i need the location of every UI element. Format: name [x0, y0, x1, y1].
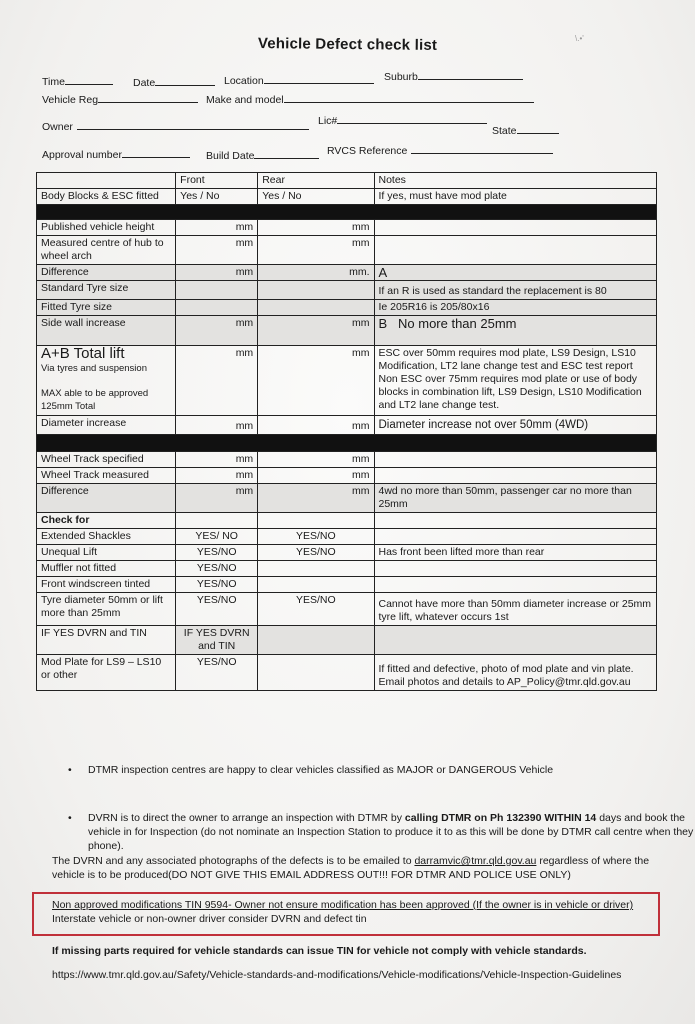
email-para-text: The DVRN and any associated photographs of the defects is to be emailed to — [52, 855, 415, 867]
row-notes: If yes, must have mod plate — [374, 189, 657, 205]
table-row — [37, 265, 657, 281]
table-row-dvrn — [37, 626, 657, 655]
front-yes-no[interactable]: YES/NO — [176, 577, 258, 593]
row-label: IF YES DVRN and TIN — [37, 626, 176, 655]
smudge-mark: \.•' — [575, 34, 584, 43]
row-label: Difference — [37, 265, 176, 281]
row-notes: If fitted and defective, photo of mod plate and vin plate. Email photos and details to AP_Policy@tmr.qld.gov.au — [374, 655, 657, 691]
total-lift-subtext: Via tyres and suspension — [41, 363, 147, 374]
bullet-text: days and book the vehicle in for Inspection (do not nominate an Inspection Station to produce it to as this will be done by DTMR call centre when they phone). — [88, 812, 694, 852]
table-row — [37, 220, 657, 236]
front-mm-input[interactable]: mm — [176, 468, 258, 484]
esc-note: ESC over 50mm requires mod plate, LS9 Design, LS10 Modification, LT2 lane change test and ESC test report — [378, 347, 636, 372]
label-vehicle-reg: Vehicle Reg — [42, 94, 99, 106]
check-for-heading: Check for — [37, 513, 176, 529]
page-title: Vehicle Defect check list — [257, 35, 438, 54]
front-mm-input[interactable]: mm — [176, 452, 258, 468]
rear-input[interactable] — [258, 281, 374, 300]
rear-mm-input[interactable]: mm — [258, 316, 374, 346]
rear-mm-input[interactable]: mm — [258, 484, 374, 513]
label-rvcs-reference: RVCS Reference — [327, 145, 408, 157]
label-lic: Lic# — [318, 115, 338, 127]
row-label: Standard Tyre size — [37, 281, 176, 300]
label-make-model: Make and model — [206, 94, 284, 106]
table-row — [37, 468, 657, 484]
rear-mm-input[interactable]: mm — [258, 452, 374, 468]
table-row — [37, 577, 657, 593]
header-front: Front — [176, 173, 258, 189]
row-label: Diameter increase — [37, 416, 176, 435]
total-lift-heading: A+B Total lift — [41, 345, 125, 362]
row-label: Mod Plate for LS9 – LS10 or other — [37, 655, 176, 691]
header-blank — [37, 173, 176, 189]
non-esc-note: Non ESC over 75mm requires mod plate or use of body blocks in combination lift, LS9 Design, LS10 Modification and LT2 lane change test. — [378, 373, 642, 411]
rear-yes-no[interactable]: YES/NO — [258, 593, 374, 626]
section-divider — [37, 435, 657, 452]
front-mm-input[interactable]: mm — [176, 220, 258, 236]
table-row — [37, 236, 657, 265]
section-divider — [37, 205, 657, 220]
row-notes: Diameter increase not over 50mm (4WD) — [374, 416, 657, 435]
front-mm-input[interactable]: mm — [176, 236, 258, 265]
rear-mm-input[interactable]: mm — [258, 416, 374, 435]
row-notes: 4wd no more than 50mm, passenger car no more than 25mm — [374, 484, 657, 513]
front-yes-no[interactable]: YES/NO — [176, 593, 258, 626]
front-yes-no[interactable]: Yes / No — [176, 189, 258, 205]
rear-mm-input[interactable]: mm. — [258, 265, 374, 281]
row-notes — [374, 561, 657, 577]
table-row — [37, 416, 657, 435]
rear-input[interactable] — [258, 655, 374, 691]
table-row — [37, 300, 657, 316]
row-label: Published vehicle height — [37, 220, 176, 236]
rear-yes-no[interactable]: YES/NO — [258, 545, 374, 561]
row-label: Wheel Track specified — [37, 452, 176, 468]
defect-checklist-table — [36, 172, 657, 691]
front-mm-input[interactable]: mm — [176, 346, 258, 416]
missing-parts-note: If missing parts required for vehicle standards can issue TIN for vehicle not comply with vehicle standards. — [52, 945, 587, 957]
row-notes: Has front been lifted more than rear — [374, 545, 657, 561]
row-label: Side wall increase — [37, 316, 176, 346]
table-row — [37, 452, 657, 468]
email-para-text: regardless of where the vehicle is to be produced(DO NOT GIVE THIS EMAIL ADDRESS OUT!!! FOR DTMR AND POLICE USE ONLY) — [52, 855, 650, 881]
row-label: Measured centre of hub to wheel arch — [37, 236, 176, 265]
row-label: Tyre diameter 50mm or lift more than 25mm — [37, 593, 176, 626]
rear-input[interactable] — [258, 577, 374, 593]
field-state[interactable] — [492, 123, 559, 137]
table-row — [37, 484, 657, 513]
email-link[interactable]: darramvic@tmr.qld.gov.au — [414, 855, 537, 867]
row-notes: Ie 205R16 is 205/80x16 — [374, 300, 657, 316]
row-label: Extended Shackles — [37, 529, 176, 545]
bullet-text: DTMR inspection centres are happy to clear vehicles classified as MAJOR or DANGEROUS Vehicle — [88, 764, 554, 776]
rear-yes-no[interactable]: YES/NO — [258, 529, 374, 545]
rear-mm-input[interactable]: mm — [258, 346, 374, 416]
rear-input[interactable] — [258, 300, 374, 316]
row-label: Difference — [37, 484, 176, 513]
field-vehicle-reg[interactable] — [42, 92, 198, 106]
row-notes — [374, 529, 657, 545]
row-notes — [374, 346, 657, 416]
field-approval-number[interactable] — [42, 147, 190, 161]
field-time[interactable] — [42, 74, 113, 88]
rear-input[interactable] — [258, 626, 374, 655]
bullet-icon: • — [68, 812, 72, 824]
label-owner: Owner — [42, 121, 73, 133]
header-rear: Rear — [258, 173, 374, 189]
row-notes — [374, 452, 657, 468]
row-label: Unequal Lift — [37, 545, 176, 561]
field-suburb[interactable] — [384, 69, 523, 83]
email-paragraph — [52, 854, 662, 882]
row-label: Wheel Track measured — [37, 468, 176, 484]
rear-yes-no[interactable]: Yes / No — [258, 189, 374, 205]
field-lic[interactable] — [318, 113, 487, 127]
front-mm-input[interactable]: mm — [176, 265, 258, 281]
label-date: Date — [133, 77, 156, 89]
label-time: Time — [42, 76, 65, 88]
header-notes: Notes — [374, 173, 657, 189]
table-row — [37, 529, 657, 545]
label-build-date: Build Date — [206, 150, 255, 162]
table-row — [37, 189, 657, 205]
row-notes — [374, 220, 657, 236]
row-notes: A — [374, 265, 657, 281]
field-location[interactable] — [224, 73, 374, 87]
label-approval-number: Approval number — [42, 149, 122, 161]
label-state: State — [492, 125, 517, 137]
front-mm-input[interactable]: mm — [176, 416, 258, 435]
row-label: Front windscreen tinted — [37, 577, 176, 593]
boxed-tin-note — [52, 898, 652, 926]
boxed-underlined-text: Non approved modifications TIN 9594- Owner not ensure modification has been approved (If the owner is in vehicle or driver) — [52, 899, 634, 911]
rear-mm-input[interactable]: mm — [258, 468, 374, 484]
row-notes — [374, 236, 657, 265]
front-input[interactable] — [176, 281, 258, 300]
bullet-inspection-centres — [36, 763, 695, 777]
guidelines-url[interactable]: https://www.tmr.qld.gov.au/Safety/Vehicle-standards-and-modifications/Vehicle-modifications/Vehicle-Inspection-Guidelines — [52, 969, 622, 981]
table-row-check-for — [37, 513, 657, 529]
label-suburb: Suburb — [384, 71, 418, 83]
row-notes: Cannot have more than 50mm diameter increase or 25mm tyre lift, whatever occurs 1st — [374, 593, 657, 626]
table-header-row — [37, 173, 657, 189]
field-rvcs-reference[interactable] — [327, 143, 553, 157]
row-notes: If an R is used as standard the replacement is 80 — [374, 281, 657, 300]
row-notes — [374, 468, 657, 484]
row-label: Muffler not fitted — [37, 561, 176, 577]
rear-mm-input[interactable]: mm — [258, 236, 374, 265]
front-mm-input[interactable]: mm — [176, 484, 258, 513]
label-location: Location — [224, 75, 264, 87]
front-yes-no[interactable]: YES/ NO — [176, 529, 258, 545]
bullet-icon: • — [68, 764, 72, 776]
row-label: Body Blocks & ESC fitted — [37, 189, 176, 205]
field-build-date[interactable] — [206, 148, 319, 162]
table-row-total-lift — [37, 346, 657, 416]
rear-mm-input[interactable]: mm — [258, 220, 374, 236]
table-row — [37, 593, 657, 626]
front-yes-no[interactable]: YES/NO — [176, 655, 258, 691]
table-row — [37, 316, 657, 346]
front-input[interactable] — [176, 300, 258, 316]
field-date[interactable] — [133, 75, 215, 89]
bullet-bold-text: calling DTMR on Ph 132390 WITHIN 14 — [404, 812, 597, 824]
total-lift-max: MAX able to be approved 125mm Total — [41, 388, 149, 412]
front-yes-no[interactable]: YES/NO — [176, 545, 258, 561]
table-row — [37, 545, 657, 561]
field-make-model[interactable] — [206, 92, 534, 106]
row-notes — [374, 577, 657, 593]
rear-input[interactable] — [258, 561, 374, 577]
front-yes-no[interactable]: YES/NO — [176, 561, 258, 577]
bullet-dvrn-direct — [36, 811, 695, 853]
row-notes — [374, 626, 657, 655]
bullet-text: DVRN is to direct the owner to arrange an inspection with DTMR by — [88, 812, 405, 824]
front-dvrn-note: IF YES DVRN and TIN — [176, 626, 258, 655]
table-row — [37, 561, 657, 577]
row-label — [37, 346, 176, 416]
field-owner[interactable] — [42, 119, 309, 133]
boxed-plain-text: Interstate vehicle or non-owner driver consider DVRN and defect tin — [52, 913, 367, 925]
row-notes: B No more than 25mm — [374, 316, 657, 346]
front-mm-input[interactable]: mm — [176, 316, 258, 346]
row-label: Fitted Tyre size — [37, 300, 176, 316]
table-row — [37, 281, 657, 300]
table-row — [37, 655, 657, 691]
